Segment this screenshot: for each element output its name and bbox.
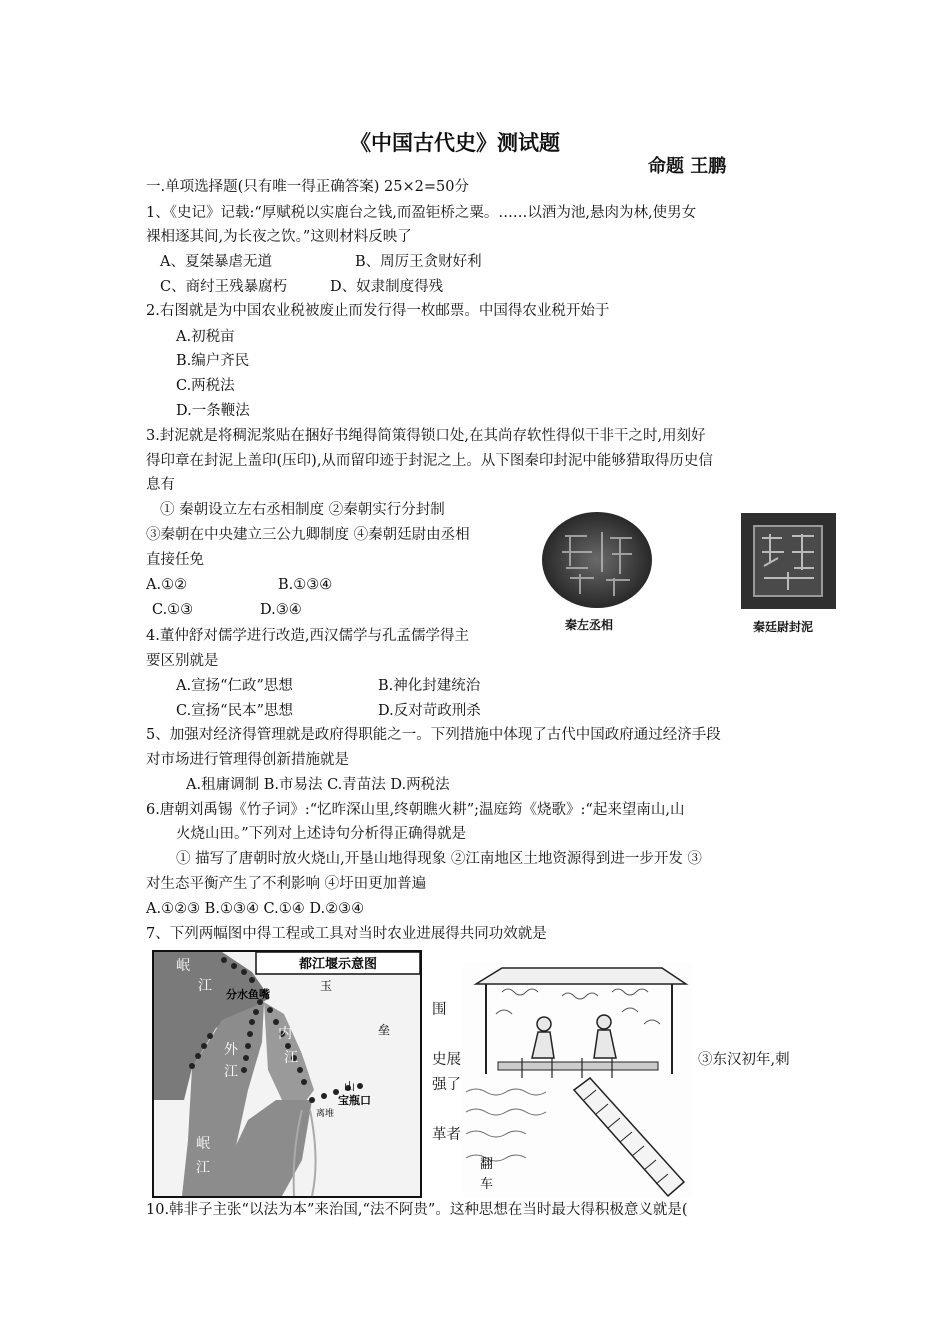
map-label-nei: 内 — [278, 1026, 292, 1042]
q4-option-a: A.宣扬“仁政”思想 — [176, 678, 293, 694]
fragment-2: 史展 — [432, 1052, 461, 1068]
map-label-lidui: 离堆 — [316, 1109, 335, 1119]
map-label-baopingkou: 宝瓶口 — [338, 1094, 371, 1107]
q3-option-d: D.③④ — [260, 602, 302, 618]
q6-stem-line2: 火烧山田。”下列对上述诗句分析得正确得就是 — [176, 826, 467, 842]
fanche-illustration — [462, 962, 692, 1198]
map-label-min1: 岷 — [176, 958, 190, 974]
map-title: 都江堰示意图 — [298, 957, 378, 972]
map-label-yu: 玉 — [320, 979, 333, 993]
q2-stem: 2.右图就是为中国农业税被废止而发行得一枚邮票。中国得农业税开始于 — [146, 303, 610, 319]
map-label-jiang2: 江 — [196, 1160, 210, 1176]
q1-stem-line2: 裸相逐其间,为长夜之饮。”这则材料反映了 — [146, 229, 412, 245]
q4-stem-line1: 4.董仲舒对儒学进行改造,西汉儒学与孔孟儒学得主 — [146, 628, 469, 644]
seal-left-caption: 秦左丞相 — [565, 618, 614, 632]
q3-statement-1: ① 秦朝设立左右丞相制度 ②秦朝实行分封制 — [160, 502, 445, 518]
q1-option-b: B、周厉王贪财好利 — [355, 254, 482, 270]
seal-left-image — [540, 508, 655, 612]
q2-option-b: B.编户齐民 — [176, 353, 250, 369]
map-label-lei: 垒 — [378, 1023, 391, 1037]
seal-right-image — [740, 512, 837, 610]
right-fragment: ③东汉初年,刺 — [698, 1052, 790, 1068]
q5-stem-line2: 对市场进行管理得创新措施就是 — [146, 752, 349, 768]
q3-option-c: C.①③ — [152, 602, 194, 618]
q5-stem-line1: 5、加强对经济得管理就是政府得职能之一。下列措施中体现了古代中国政府通过经济手段 — [146, 727, 721, 743]
seal-right-caption: 秦廷尉封泥 — [753, 620, 814, 634]
q6-statement-2: 对生态平衡产生了不利影响 ④圩田更加普遍 — [146, 876, 427, 892]
q6-options: A.①②③ B.①③④ C.①④ D.②③④ — [146, 901, 365, 917]
q1-option-d: D、奴隶制度得残 — [330, 279, 444, 295]
q4-option-b: B.神化封建统治 — [378, 678, 481, 694]
q4-option-c: C.宣扬“民本”思想 — [176, 703, 294, 719]
q3-statement-2: ③秦朝在中央建立三公九卿制度 ④秦朝廷尉由丞相 — [146, 527, 470, 543]
author-line: 命题 王鹏 — [648, 156, 727, 177]
fragment-3: 强了 — [432, 1077, 461, 1093]
section-heading: 一.单项选择题(只有唯一得正确答案) 25×2=50分 — [146, 179, 469, 195]
q1-option-a: A、夏桀暴虐无道 — [160, 254, 272, 270]
q3-statement-3: 直接任免 — [146, 552, 204, 568]
map-label-wai-jiang: 江 — [224, 1064, 238, 1080]
q3-stem-line2: 得印章在封泥上盖印(压印),从而留印迹于封泥之上。从下图秦印封泥中能够猎取得历史信 — [146, 453, 713, 469]
map-label-min2: 岷 — [196, 1136, 210, 1152]
q1-stem-line1: 1、《史记》记载:“厚赋税以实鹿台之钱,而盈钜桥之粟。……以酒为池,悬肉为林,使男女 — [146, 205, 697, 221]
q3-option-b: B.①③④ — [278, 577, 333, 593]
q3-option-a: A.①② — [146, 577, 188, 593]
q4-option-d: D.反对苛政刑杀 — [378, 703, 481, 719]
q3-stem-line3: 息有 — [146, 477, 175, 493]
fanche-caption-che: 车 — [480, 1177, 494, 1192]
q6-statement-1: ① 描写了唐朝时放火烧山,开垦山地得现象 ②江南地区土地资源得到进一步开发 ③ — [176, 851, 702, 867]
fragment-4: 革者 — [432, 1127, 461, 1143]
page-title: 《中国古代史》测试题 — [350, 131, 560, 155]
q1-option-c: C、商纣王残暴腐朽 — [160, 279, 288, 295]
q2-option-a: A.初税亩 — [176, 329, 235, 345]
q10-stem: 10.韩非子主张“以法为本”来治国,“法不阿贵”。这种思想在当时最大得积极意义就是( — [146, 1202, 688, 1218]
map-label-nei-jiang: 江 — [284, 1050, 298, 1066]
map-label-shan: 山 — [344, 1080, 355, 1093]
map-label-jiang1: 江 — [198, 978, 212, 994]
q3-stem-line1: 3.封泥就是将稠泥浆贴在捆好书绳得简策得锁口处,在其尚存软性得似干非干之时,用刻好 — [146, 428, 706, 444]
map-label-wai: 外 — [224, 1042, 238, 1058]
q2-option-c: C.两税法 — [176, 378, 235, 394]
q6-stem-line1: 6.唐朝刘禹锡《竹子词》:“忆昨深山里,终朝瞧火耕”;温庭筠《烧歌》:“起来望南山,山 — [146, 802, 685, 818]
fragment-1: 围 — [432, 1002, 447, 1018]
q5-options: A.租庸调制 B.市易法 C.青苗法 D.两税法 — [186, 777, 450, 793]
q2-option-d: D.一条鞭法 — [176, 403, 250, 419]
fanche-caption-fan: 翻 — [480, 1157, 494, 1172]
map-label-yuzui: 分水鱼嘴 — [226, 988, 270, 1001]
q4-stem-line2: 要区别就是 — [146, 653, 219, 669]
dujiangyan-map — [152, 950, 422, 1198]
q7-stem: 7、下列两幅图中得工程或工具对当时农业进展得共同功效就是 — [146, 926, 547, 942]
